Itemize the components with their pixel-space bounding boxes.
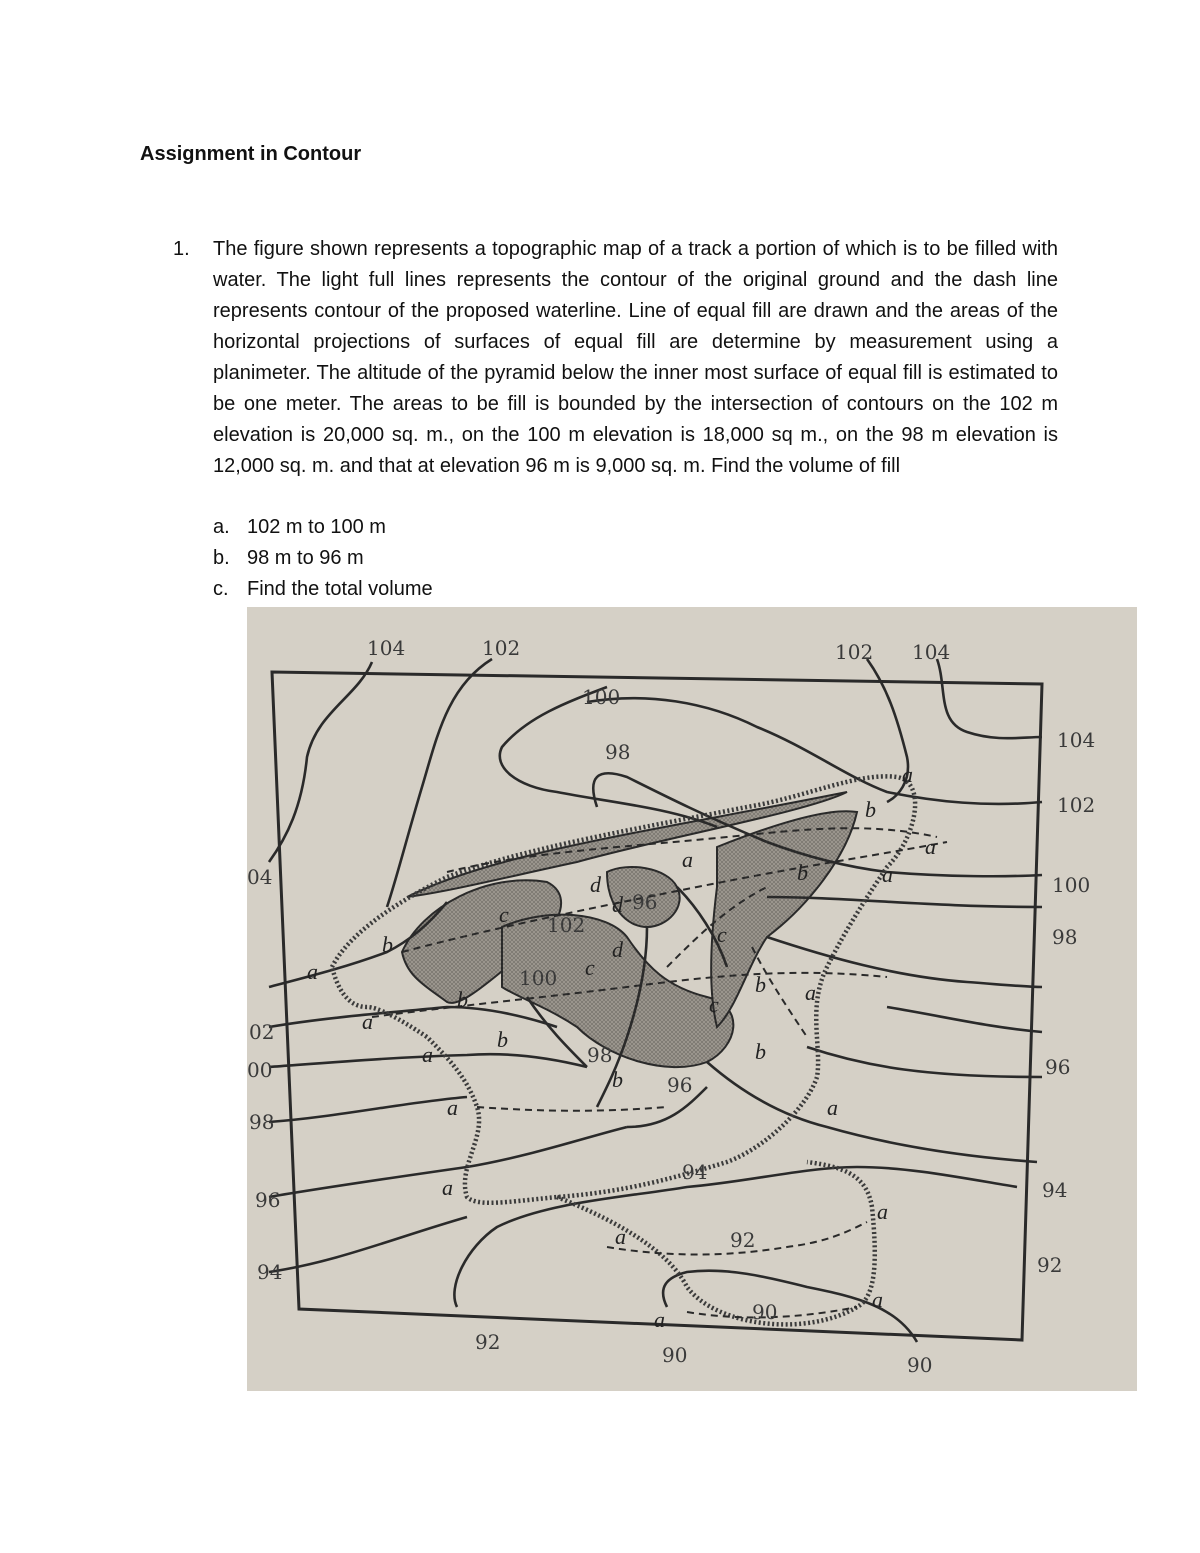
point-letter-a: a — [442, 1175, 453, 1200]
inner-label: 90 — [752, 1300, 778, 1324]
topographic-map-svg — [247, 607, 1137, 1391]
point-letter-c: c — [709, 992, 719, 1017]
left-label: 04 — [247, 865, 273, 889]
point-letter-c: c — [717, 922, 727, 947]
point-letter-a: a — [902, 762, 913, 787]
top-label: 98 — [605, 740, 631, 764]
point-letter-a: a — [615, 1224, 626, 1249]
left-label: 02 — [249, 1020, 275, 1044]
sub-question-text: 102 m to 100 m — [247, 516, 386, 538]
point-letter-b: b — [755, 972, 766, 997]
left-label: 96 — [255, 1188, 281, 1212]
point-letter-c: c — [499, 902, 509, 927]
left-label: 00 — [247, 1058, 273, 1082]
question-number: 1. — [173, 238, 190, 260]
fill-region-east — [711, 811, 857, 1027]
right-label: 94 — [1042, 1178, 1068, 1202]
point-letter-a: a — [362, 1009, 373, 1034]
topographic-map-figure — [247, 607, 1137, 1391]
sub-question-letter: c. — [213, 578, 229, 600]
bottom-label: 90 — [907, 1353, 933, 1377]
point-letter-b: b — [865, 797, 876, 822]
sub-question-b — [213, 543, 433, 574]
inner-label: 92 — [730, 1228, 756, 1252]
point-letter-a: a — [872, 1287, 883, 1312]
point-letter-a: a — [422, 1042, 433, 1067]
top-label: 102 — [482, 636, 521, 660]
point-letter-d: d — [612, 937, 623, 962]
sub-question-letter: a. — [213, 516, 230, 538]
question-1 — [173, 234, 1058, 482]
point-letter-c: c — [585, 955, 595, 980]
sub-question-a — [213, 512, 433, 543]
point-letter-a: a — [682, 847, 693, 872]
point-letter-b: b — [497, 1027, 508, 1052]
right-label: 102 — [1057, 793, 1096, 817]
point-letter-a: a — [447, 1095, 458, 1120]
sub-question-text: Find the total volume — [247, 578, 433, 600]
point-letter-a: a — [654, 1307, 665, 1332]
point-letter-b: b — [457, 987, 468, 1012]
point-letter-b: b — [612, 1067, 623, 1092]
right-label: 96 — [1045, 1055, 1071, 1079]
point-letter-a: a — [805, 980, 816, 1005]
bottom-label: 92 — [475, 1330, 501, 1354]
point-letter-b: b — [797, 860, 808, 885]
inner-label: 96 — [667, 1073, 693, 1097]
point-letter-b: b — [755, 1039, 766, 1064]
point-letter-a: a — [925, 834, 936, 859]
point-letter-a: a — [882, 862, 893, 887]
left-label: 98 — [249, 1110, 275, 1134]
point-letter-a: a — [827, 1095, 838, 1120]
point-letter-d: d — [612, 892, 623, 917]
inner-label: 98 — [587, 1043, 613, 1067]
right-label: 100 — [1052, 873, 1091, 897]
sub-question-letter: b. — [213, 547, 230, 569]
question-text: The figure shown represents a topographic map of a track a portion of which is to be filled with water. The light full lines represents the contour of the original ground and the dash line represents contour of the proposed waterline. Line of equal fill are drawn and the areas of the horizontal projections of surfaces of equal fill are determine by measurement using a planimeter. The altitude of the pyramid below the inner most surface of equal fill is estimated to be one meter. The areas to be fill is bounded by the intersection of contours on the 102 m elevation is 20,000 sq. m., on the 100 m elevation is 18,000 sq m., on the 98 m elevation is 12,000 sq. m. and that at elevation 96 m is 9,000 sq. m. Find the volume of fill — [213, 238, 1058, 477]
page-title: Assignment in Contour — [140, 143, 362, 165]
point-letter-b: b — [382, 932, 393, 957]
sub-question-c — [213, 574, 433, 605]
point-letter-d: d — [590, 872, 601, 897]
inner-label: 102 — [547, 913, 586, 937]
top-label: 102 — [835, 640, 874, 664]
point-letter-a: a — [877, 1199, 888, 1224]
right-label: 92 — [1037, 1253, 1063, 1277]
bottom-label: 90 — [662, 1343, 688, 1367]
inner-label: 96 — [632, 890, 658, 914]
top-label: 104 — [367, 636, 406, 660]
point-letter-a: a — [307, 959, 318, 984]
sub-question-list — [213, 512, 433, 605]
sub-question-text: 98 m to 96 m — [247, 547, 364, 569]
top-label: 104 — [912, 640, 951, 664]
top-label: 100 — [582, 685, 621, 709]
right-label: 98 — [1052, 925, 1078, 949]
right-label: 104 — [1057, 728, 1096, 752]
inner-label: 100 — [519, 966, 558, 990]
inner-label: 94 — [682, 1160, 708, 1184]
left-label: 94 — [257, 1260, 283, 1284]
